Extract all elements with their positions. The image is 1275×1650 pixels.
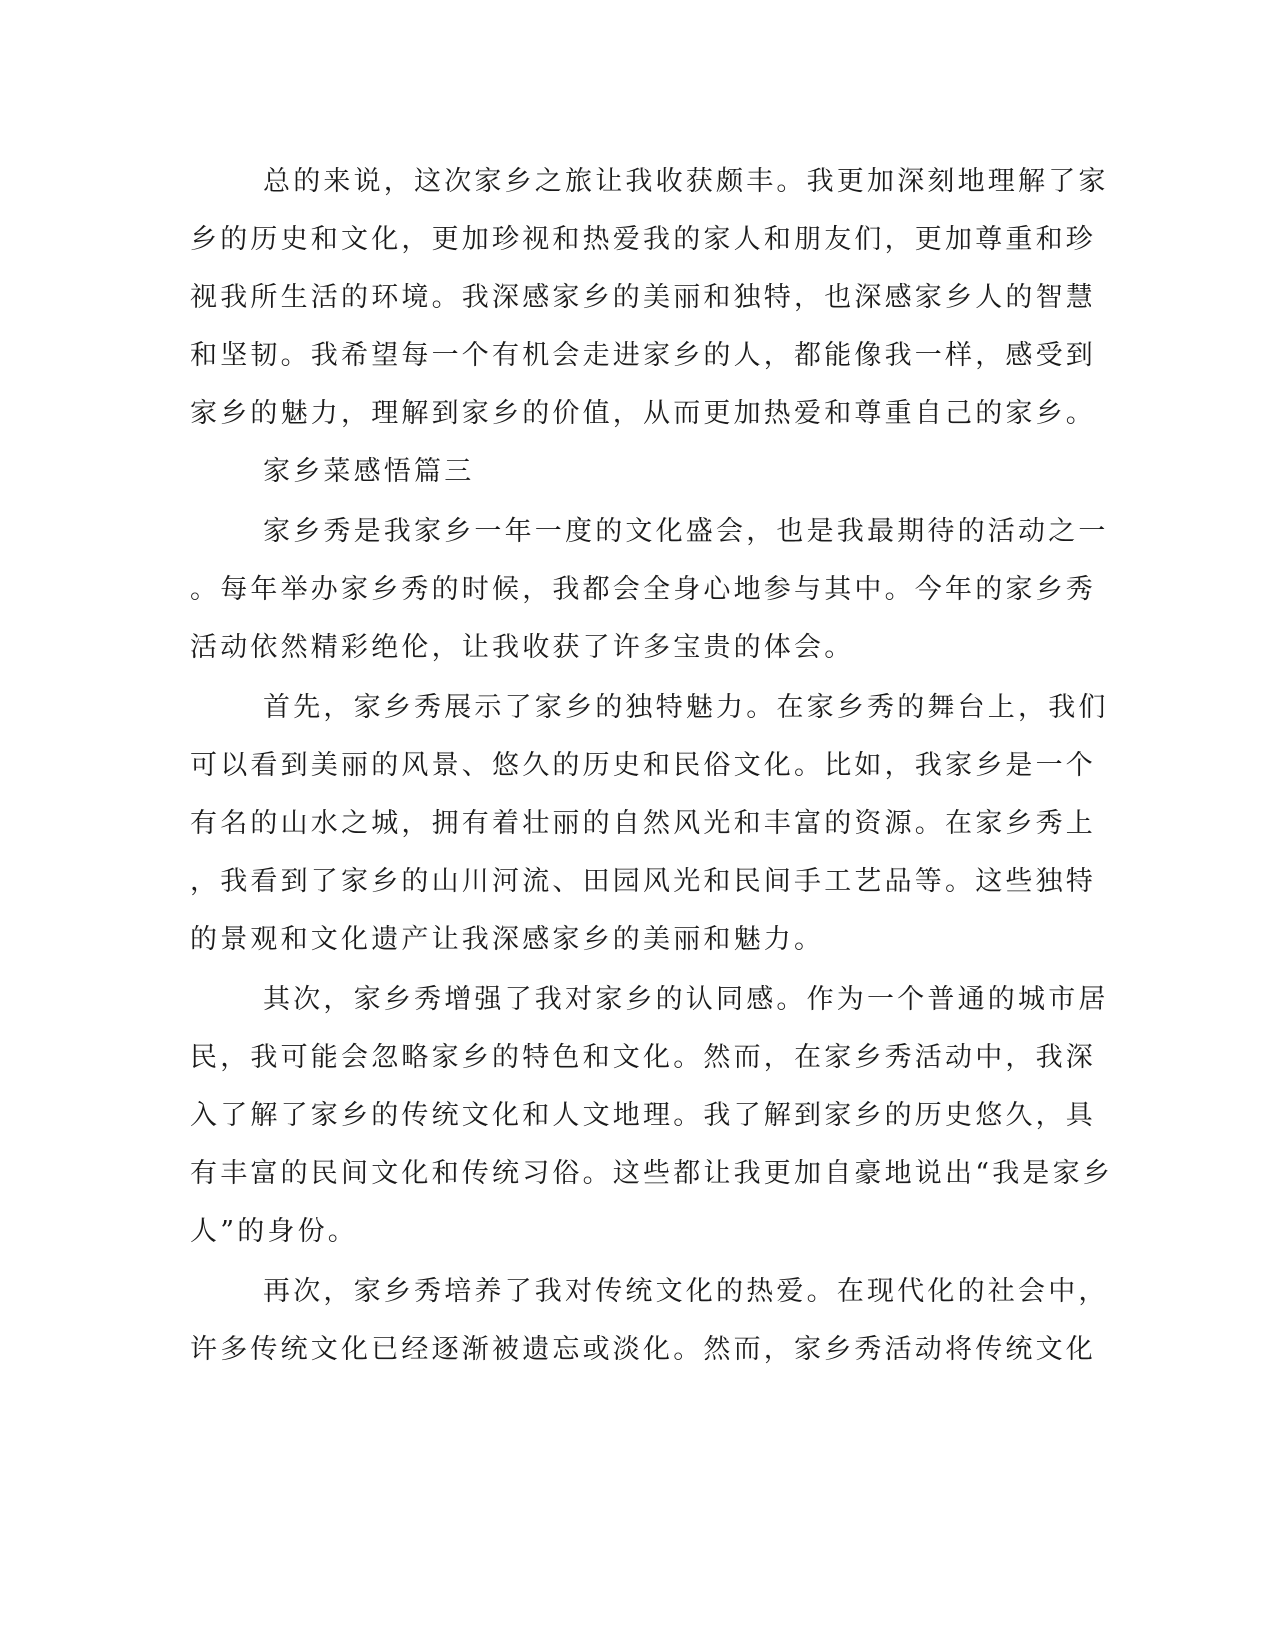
text-line: 乡的历史和文化，更加珍视和热爱我的家人和朋友们，更加尊重和珍 — [190, 224, 1096, 255]
text-line: 首先，家乡秀展示了家乡的独特魅力。在家乡秀的舞台上，我们 — [263, 692, 1109, 723]
text-line: 视我所生活的环境。我深感家乡的美丽和独特，也深感家乡人的智慧 — [190, 282, 1096, 313]
text-line: 民，我可能会忽略家乡的特色和文化。然而，在家乡秀活动中，我深 — [190, 1042, 1096, 1073]
text-line: 人”的身份。 — [190, 1216, 359, 1247]
text-line: 和坚韧。我希望每一个有机会走进家乡的人，都能像我一样，感受到 — [190, 340, 1096, 371]
text-line: 入了解了家乡的传统文化和人文地理。我了解到家乡的历史悠久，具 — [190, 1100, 1096, 1131]
text-line: 活动依然精彩绝伦，让我收获了许多宝贵的体会。 — [190, 632, 855, 663]
text-line: 。每年举办家乡秀的时候，我都会全身心地参与其中。今年的家乡秀 — [190, 574, 1096, 605]
text-line: 许多传统文化已经逐渐被遗忘或淡化。然而，家乡秀活动将传统文化 — [190, 1334, 1096, 1365]
text-line: 家乡的魅力，理解到家乡的价值，从而更加热爱和尊重自己的家乡。 — [190, 398, 1096, 429]
text-line: 可以看到美丽的风景、悠久的历史和民俗文化。比如，我家乡是一个 — [190, 750, 1096, 781]
text-line: ，我看到了家乡的山川河流、田园风光和民间手工艺品等。这些独特 — [190, 866, 1096, 897]
text-line: 其次，家乡秀增强了我对家乡的认同感。作为一个普通的城市居 — [263, 984, 1109, 1015]
section-heading: 家乡菜感悟篇三 — [263, 456, 475, 487]
text-line: 的景观和文化遗产让我深感家乡的美丽和魅力。 — [190, 924, 825, 955]
text-line: 有丰富的民间文化和传统习俗。这些都让我更加自豪地说出“我是家乡 — [190, 1158, 1114, 1189]
text-line: 总的来说，这次家乡之旅让我收获颇丰。我更加深刻地理解了家 — [263, 166, 1109, 197]
text-line: 有名的山水之城，拥有着壮丽的自然风光和丰富的资源。在家乡秀上 — [190, 808, 1096, 839]
text-line: 家乡秀是我家乡一年一度的文化盛会，也是我最期待的活动之一 — [263, 516, 1109, 547]
text-line: 再次，家乡秀培养了我对传统文化的热爱。在现代化的社会中， — [263, 1276, 1109, 1307]
